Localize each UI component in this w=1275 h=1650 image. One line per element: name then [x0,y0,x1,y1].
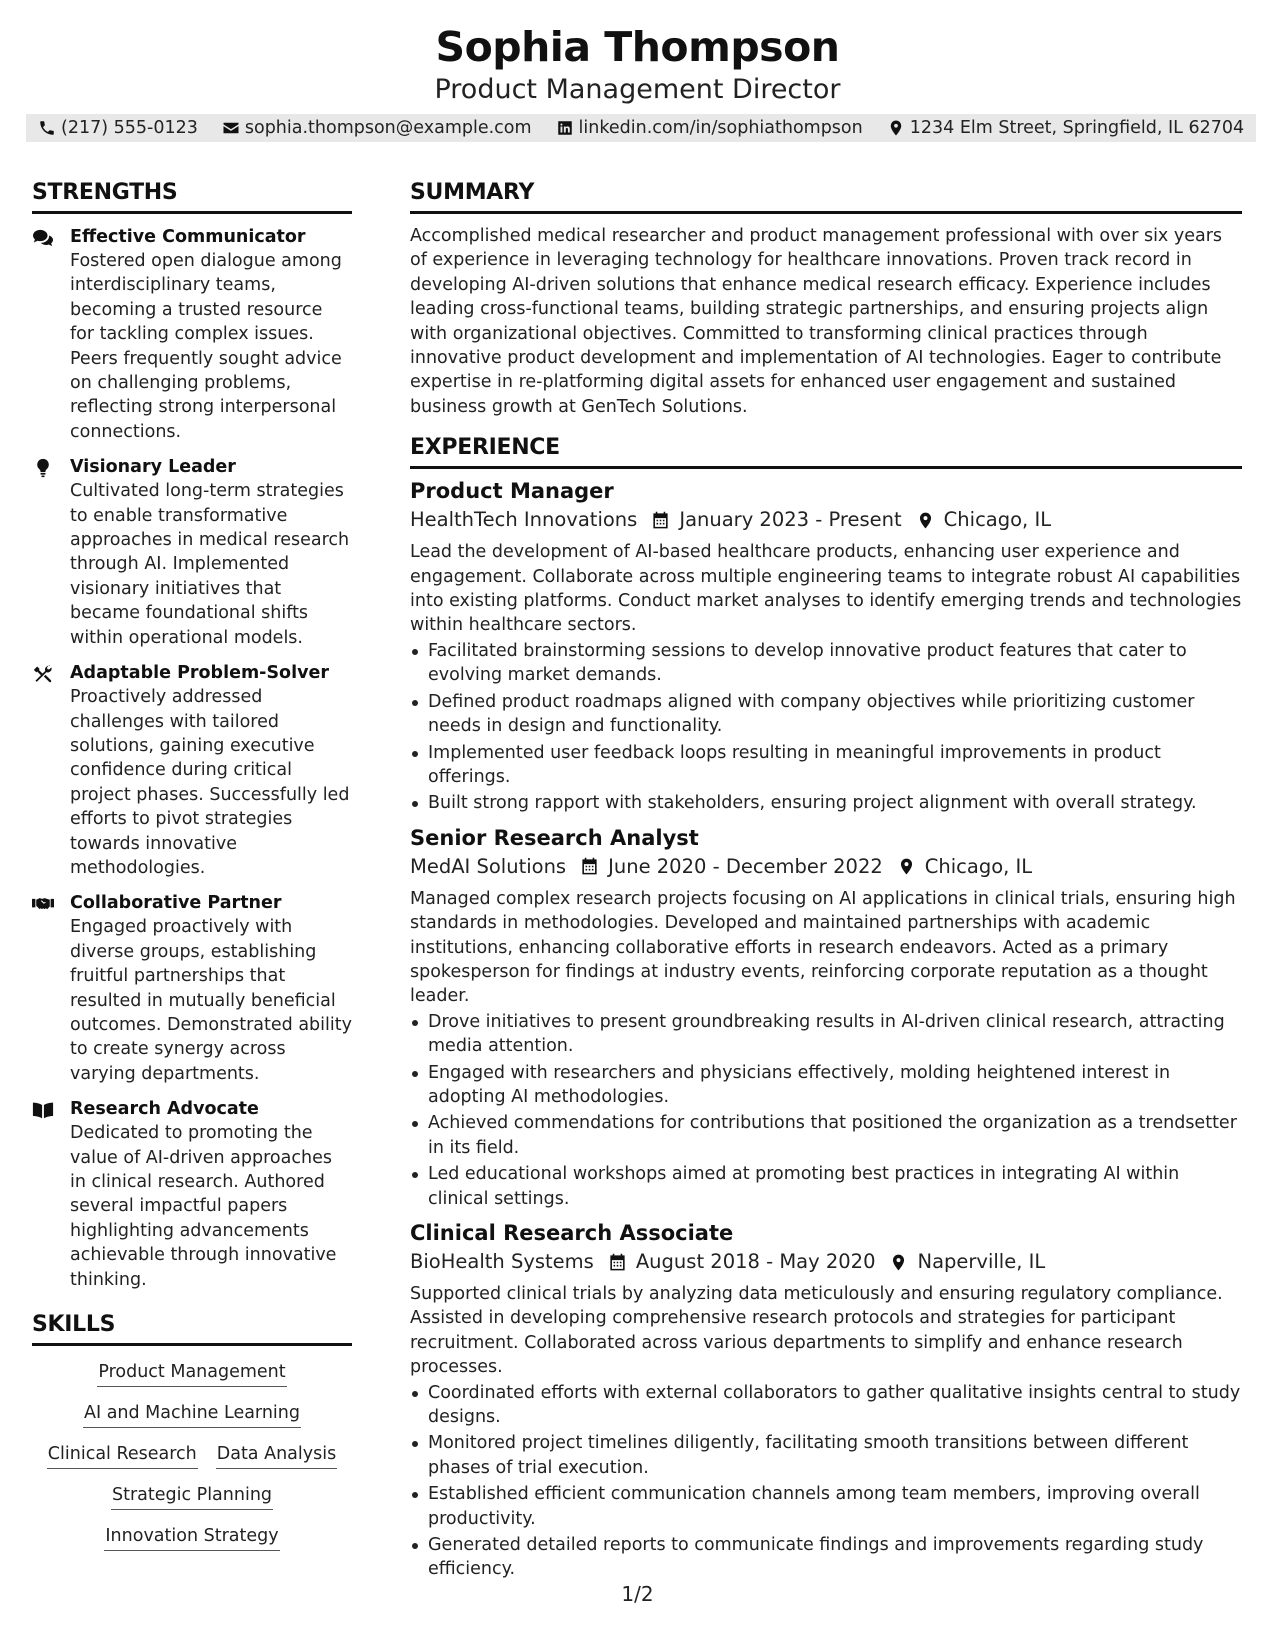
contact-address [875,114,1256,142]
job-role: Product Manager [410,479,614,504]
job-bullets [410,1381,1242,1582]
job-meta [410,1248,1242,1276]
envelope-icon [222,119,240,137]
strength-description: Cultivated long-term strategies to enable transformative approaches in medical research through AI. Implemented visionary initiatives that became foundational shifts within operational models. [70,481,350,648]
skill-tag: Clinical Research [47,1442,198,1469]
strength-description: Engaged proactively with diverse groups, establishing fruitful partnerships that resulted in mutually beneficial outcomes. Demonstrated ability to create synergy across varying departments. [70,917,352,1084]
phone-text: (217) 555-0123 [61,118,198,138]
job-entry [410,824,1242,1211]
bullet-item: Led educational workshops aimed at promoting best practices in integrating AI within clinical settings. [410,1162,1242,1211]
book-icon [32,1100,54,1120]
experience-heading: EXPERIENCE [410,433,1242,469]
linkedin-text: linkedin.com/in/sophiathompson [578,118,863,138]
bullet-item: Facilitated brainstorming sessions to develop innovative product features that cater to evolving market demands. [410,639,1242,688]
bullet-item: Monitored project timelines diligently, facilitating smooth transitions between different phases of trial execution. [410,1431,1242,1480]
job-dates: August 2018 - May 2020 [635,1250,876,1273]
job-bullets [410,1010,1242,1211]
summary-text: Accomplished medical researcher and product management professional with over six years of experience in leveraging technology for healthcare innovations. Proven track record in developing AI-driven solutions that enhance medical research efficacy. Experience includes leading cross-functional teams, building strategic partnerships, and ensuring projects align with organizational objectives. Committed to transforming clinical practices through innovative product development and implementation of AI technologies. Eager to contribute expertise in re-platforming digital assets for enhanced user engagement and sustained business growth at GenTech Solutions. [410,226,1223,417]
calendar-icon [651,511,670,530]
job-location: Chicago, IL [924,854,1033,878]
contact-phone[interactable] [26,114,210,142]
calendar-icon [580,857,599,876]
strength-title: Collaborative Partner [70,893,282,914]
bullet-item: Established efficient communication channels among team members, improving overall productivity. [410,1482,1242,1531]
bullet-item: Built strong rapport with stakeholders, ensuring project alignment with overall strategy. [410,791,1242,815]
comments-icon [32,228,54,248]
job-dates: January 2023 - Present [679,508,902,532]
linkedin-icon [556,119,574,137]
email-text: sophia.thompson@example.com [244,118,532,138]
strength-title: Research Advocate [70,1099,259,1120]
bullet-item: Defined product roadmaps aligned with company objectives while prioritizing customer needs in design and functionality. [410,690,1242,739]
strength-title: Effective Communicator [70,227,306,247]
job-dates: June 2020 - December 2022 [608,854,883,878]
bullet-item: Generated detailed reports to communicate findings and improvements regarding study efficiency. [410,1533,1242,1582]
left-column [32,178,352,1551]
strength-description: Proactively addressed challenges with tailored solutions, gaining executive confidence during critical project phases. Successfully led efforts to pivot strategies towards innovative methodologies. [70,687,350,878]
map-marker-icon [897,857,916,876]
contact-linkedin[interactable] [544,114,875,142]
strengths-heading: STRENGTHS [32,178,352,214]
handshake-icon [32,894,54,914]
candidate-title: Product Management Director [434,74,841,105]
strength-title: Visionary Leader [70,457,236,478]
strength-description: Dedicated to promoting the value of AI-driven approaches in clinical research. Authored several impactful papers highlighting advancements achievable through innovative thinking. [70,1123,337,1290]
map-marker-icon [916,511,935,530]
resume-header [0,22,1275,107]
strength-item [32,225,352,444]
map-marker-icon [887,119,905,137]
job-location: Chicago, IL [943,508,1052,532]
phone-icon [38,119,56,137]
job-location: Naperville, IL [917,1250,1046,1273]
address-text: 1234 Elm Street, Springfield, IL 62704 [909,118,1245,138]
contact-bar [26,114,1248,142]
strength-item [32,661,352,880]
job-meta [410,853,1242,881]
strength-title: Adaptable Problem-Solver [70,663,329,684]
bullet-item: Drove initiatives to present groundbreaking results in AI-driven clinical research, attracting media attention. [410,1010,1242,1059]
tools-icon [32,664,54,684]
skills-list [32,1360,352,1551]
strength-description: Fostered open dialogue among interdisciplinary teams, becoming a trusted resource for tackling complex issues. Peers frequently sought advice on challenging problems, reflecting strong interpersonal connections. [70,251,342,442]
job-company: MedAI Solutions [410,854,567,878]
bullet-item: Coordinated efforts with external collaborators to gather qualitative insights central to study designs. [410,1381,1242,1430]
summary-heading: SUMMARY [410,178,1242,214]
strength-item [32,891,352,1086]
skill-tag: Innovation Strategy [104,1524,279,1551]
skill-tag: Product Management [97,1360,286,1387]
job-description: Supported clinical trials by analyzing data meticulously and ensuring regulatory compliance. Assisted in developing comprehensive research protocols and strategies for participant recruitment. Collaborated across various departments to simplify and enhance research processes. [410,1284,1223,1378]
map-marker-icon [889,1253,908,1272]
page-number: 1/2 [621,1582,654,1606]
bullet-item: Implemented user feedback loops resulting in meaningful improvements in product offerings. [410,741,1242,790]
contact-email[interactable] [210,114,544,142]
strength-item [32,1097,352,1292]
calendar-icon [608,1253,627,1272]
skill-tag: AI and Machine Learning [83,1401,301,1428]
job-bullets [410,639,1242,816]
job-meta [410,506,1242,534]
candidate-name: Sophia Thompson [435,23,840,71]
skill-tag: Strategic Planning [111,1483,273,1510]
job-entry [410,1219,1242,1582]
lightbulb-icon [32,458,54,478]
bullet-item: Achieved commendations for contributions that positioned the organization as a trendsetter in its field. [410,1111,1242,1160]
job-company: HealthTech Innovations [410,508,638,532]
right-column [410,178,1242,1584]
job-role: Clinical Research Associate [410,1221,734,1245]
job-description: Managed complex research projects focusing on AI applications in clinical trials, ensuring high standards in methodologies. Developed and maintained partnerships with academic institutions, enhancing collaborative efforts in research endeavors. Acted as a primary spokesperson for findings at industry events, reinforcing corporate reputation as a thought leader. [410,888,1236,1007]
bullet-item: Engaged with researchers and physicians effectively, molding heightened interest in adopting AI methodologies. [410,1061,1242,1110]
job-description: Lead the development of AI-based healthcare products, enhancing user experience and engagement. Collaborate across multiple engineering teams to integrate robust AI capabilities into existing platforms. Conduct market analyses to identify emerging trends and technologies within healthcare sectors. [410,542,1242,636]
job-role: Senior Research Analyst [410,825,699,850]
job-entry [410,477,1242,815]
job-company: BioHealth Systems [410,1250,594,1273]
skills-heading: SKILLS [32,1310,352,1346]
strength-item [32,455,352,650]
skill-tag: Data Analysis [216,1442,337,1469]
